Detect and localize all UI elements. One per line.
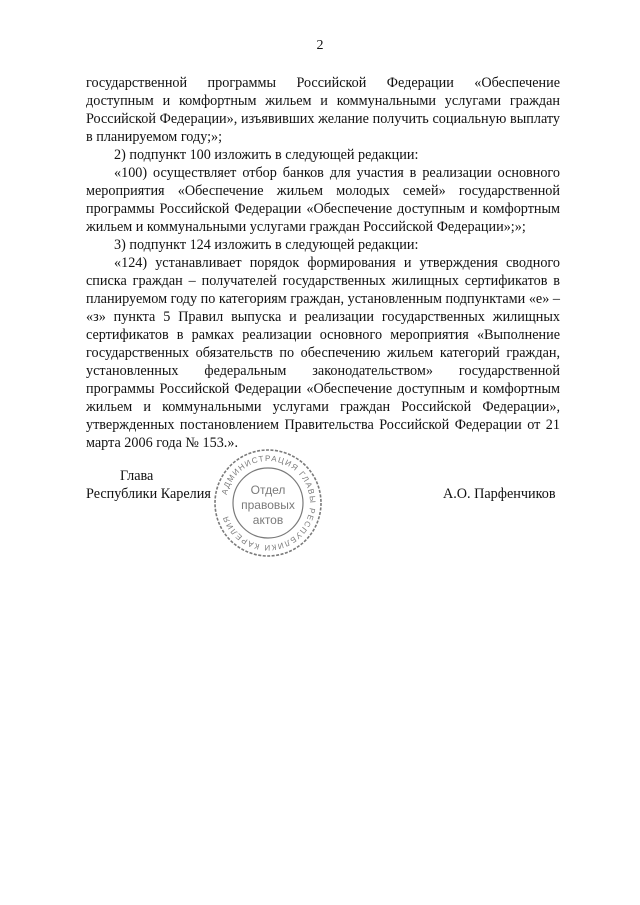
paragraph-5: «124) устанавливает порядок формирования и утверждения сводного списка граждан – получателей государственных жилищных сертификатов в планируемом году по категориям граждан, установленным подпунктами «е» – «з» пункта 5 Правил выпуска и реализации государственных жилищных сертификатов в рамках реализации основного мероприятия «Выполнение государственных обязательств по обеспечению жильем категорий граждан, установленных федеральным законодательством» государственной программы Российской Федерации «Обеспечение доступным и комфортным жильем и коммунальными услугами граждан Российской Федерации», утвержденных постановлением Правительства Российской Федерации от 21 марта 2006 года № 153.».: [86, 255, 560, 451]
page-number: 2: [316, 38, 324, 53]
stamp-center-line2: правовых: [241, 498, 295, 512]
stamp-center-line1: Отдел: [250, 483, 286, 497]
stamp-ring-text: АДМИНИСТРАЦИЯ ГЛАВЫ РЕСПУБЛИКИ КАРЕЛИЯ: [219, 453, 318, 553]
signature-name: А.О. Парфенчиков: [443, 486, 556, 502]
paragraph-3: «100) осуществляет отбор банков для участия в реализации основного мероприятия «Обеспечение жильем молодых семей» государственной программы Российской Федерации «Обеспечение доступным и комфортным жильем и коммунальными услугами граждан Российской Федерации»;»;: [86, 165, 560, 235]
signature-title-line1: Глава: [120, 468, 154, 484]
document-body: [86, 74, 560, 452]
paragraph-4: 3) подпункт 124 изложить в следующей редакции:: [114, 237, 419, 253]
stamp-center-line3: актов: [252, 513, 284, 527]
paragraph-2: 2) подпункт 100 изложить в следующей редакции:: [114, 147, 419, 163]
signature-title: [86, 467, 211, 503]
signature-title-line2: Республики Карелия: [86, 486, 211, 502]
paragraph-1: государственной программы Российской Федерации «Обеспечение доступным и комфортным жильем и коммунальными услугами граждан Российской Федерации», изъявивших желание получить социальную выплату в планируемом году;»;: [86, 75, 560, 145]
legal-department-stamp: [212, 447, 324, 559]
